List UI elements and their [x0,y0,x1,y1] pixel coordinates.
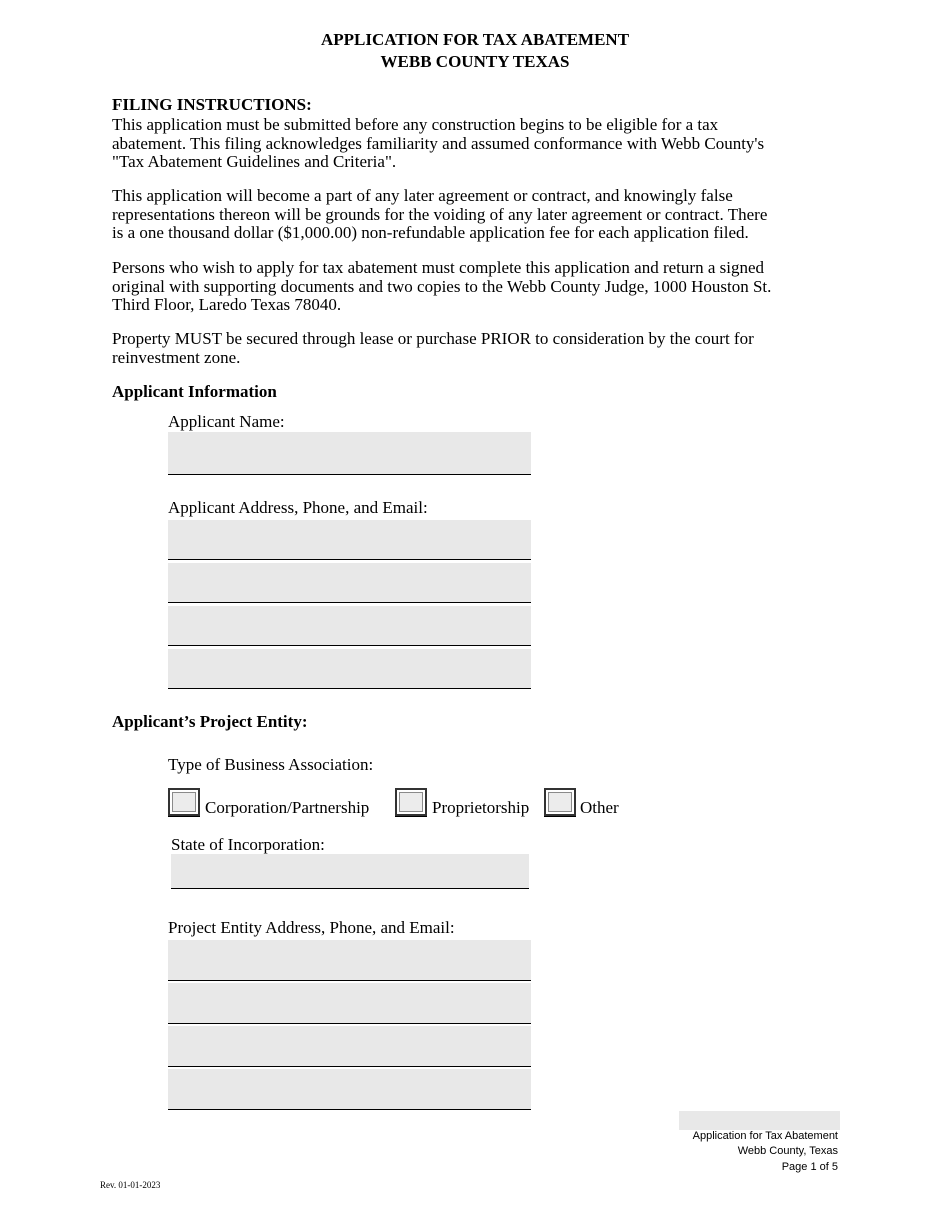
paragraph-line: Third Floor, Laredo Texas 78040. [112,295,342,314]
instructions-paragraph-2 [112,187,840,243]
applicant-section-heading: Applicant Information [112,382,277,401]
applicant-name-field[interactable] [168,432,531,475]
applicant-address-field-4[interactable] [168,649,531,689]
other-label: Other [580,798,619,817]
entity-address-field-4[interactable] [168,1069,531,1110]
applicant-address-label: Applicant Address, Phone, and Email: [168,498,428,517]
instructions-paragraph-1 [112,116,840,172]
paragraph-line: Property MUST be secured through lease or purchase PRIOR to consideration by the court for [112,329,754,348]
checkbox-underline [544,816,576,817]
instructions-heading: FILING INSTRUCTIONS: [112,95,312,114]
paragraph-line: Persons who wish to apply for tax abatement must complete this application and return a signed [112,258,764,277]
applicant-address-field-2[interactable] [168,563,531,603]
checkbox-underline [168,816,200,817]
other-checkbox[interactable] [544,788,576,816]
revision-date: Rev. 01-01-2023 [100,1180,161,1190]
business-type-label: Type of Business Association: [168,755,374,774]
footer-form-name: Application for Tax Abatement [692,1130,838,1142]
project-entity-heading: Applicant’s Project Entity: [112,712,308,731]
instructions-paragraph-4 [112,330,840,367]
paragraph-line: This application will become a part of any later agreement or contract, and knowingly false [112,186,733,205]
paragraph-line: abatement. This filing acknowledges familiarity and assumed conformance with Webb County's [112,133,765,153]
state-of-incorporation-label: State of Incorporation: [171,835,325,854]
paragraph-line: representations thereon will be grounds for the voiding of any later agreement or contract. There [112,204,768,224]
proprietorship-checkbox[interactable] [395,788,427,816]
footer-header-field[interactable] [679,1111,840,1130]
entity-address-label: Project Entity Address, Phone, and Email: [168,918,455,937]
corporation-partnership-label: Corporation/Partnership [205,798,370,817]
footer-county: Webb County, Texas [737,1145,838,1157]
proprietorship-label: Proprietorship [432,798,530,817]
entity-address-field-2[interactable] [168,983,531,1024]
corporation-partnership-checkbox[interactable] [168,788,200,816]
paragraph-line: is a one thousand dollar ($1,000.00) non-refundable application fee for each application filed. [112,223,749,242]
applicant-address-field-3[interactable] [168,606,531,646]
instructions-paragraph-3 [112,259,840,315]
paragraph-line: reinvestment zone. [112,347,241,367]
entity-address-field-3[interactable] [168,1026,531,1067]
applicant-name-label: Applicant Name: [168,412,285,431]
applicant-address-field-1[interactable] [168,520,531,560]
paragraph-line: This application must be submitted before any construction begins to be eligible for a tax [112,115,719,134]
form-subtitle: WEBB COUNTY TEXAS [380,52,570,71]
entity-address-field-1[interactable] [168,940,531,981]
state-of-incorporation-field[interactable] [171,854,529,889]
form-title: APPLICATION FOR TAX ABATEMENT [320,30,630,49]
page-number: Page 1 of 5 [781,1161,838,1173]
checkbox-underline [395,816,427,817]
paragraph-line: original with supporting documents and two copies to the Webb County Judge, 1000 Houston St. [112,276,772,296]
paragraph-line: "Tax Abatement Guidelines and Criteria". [112,152,397,171]
